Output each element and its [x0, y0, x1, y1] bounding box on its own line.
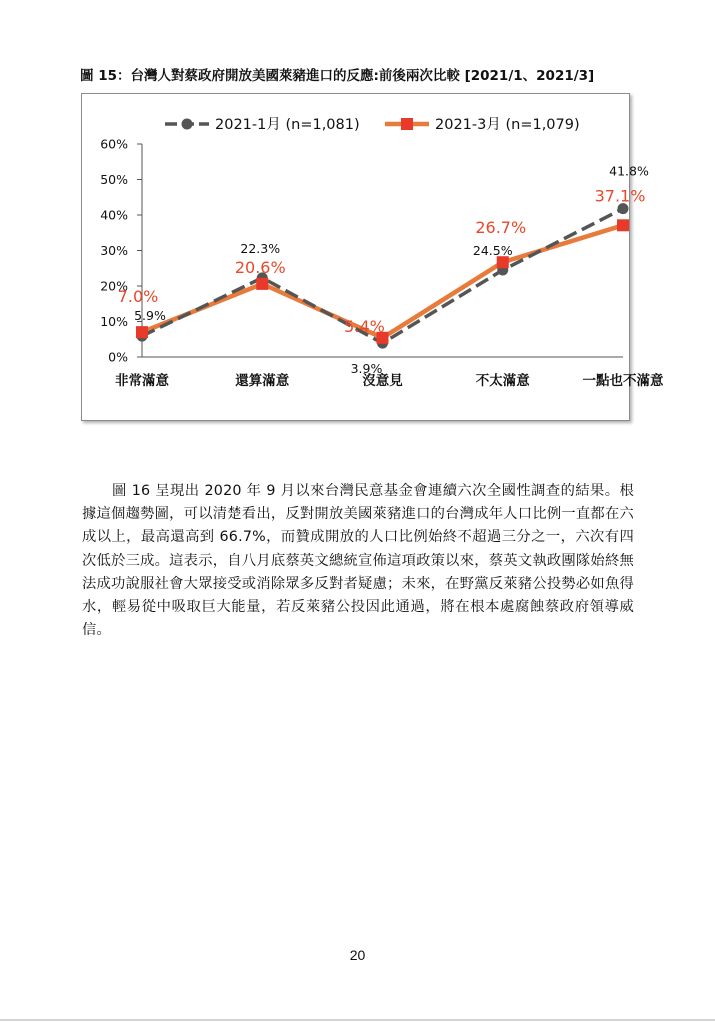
x-category-label: 非常滿意 — [115, 373, 169, 389]
data-label-2021-03: 37.1% — [594, 186, 646, 206]
y-tick-label: 10% — [100, 314, 128, 329]
page-number: 20 — [349, 947, 366, 963]
y-tick-label: 20% — [100, 278, 128, 294]
legend-label-2021-01: 2021-1月 (n=1,081) — [215, 117, 360, 133]
chart-canvas — [82, 94, 664, 420]
x-category-label: 一點也不滿意 — [582, 373, 664, 389]
data-label-2021-01: 3.9% — [350, 361, 383, 377]
series-marker-2021-03 — [136, 326, 148, 338]
data-label-2021-01: 41.8% — [609, 163, 649, 179]
y-tick-label: 50% — [100, 172, 128, 187]
data-label-2021-03: 26.7% — [475, 218, 527, 238]
legend-marker-2021-01 — [182, 119, 193, 130]
y-tick-label: 40% — [100, 207, 128, 223]
figure-caption: 圖 15：台灣人對蔡政府開放美國萊豬進口的反應:前後兩次比較 [2021/1、2021/3] — [80, 68, 595, 84]
legend-marker-2021-03 — [401, 118, 413, 130]
data-label-2021-01: 24.5% — [472, 243, 513, 259]
series-marker-2021-03 — [256, 278, 268, 290]
y-tick-label: 60% — [100, 136, 128, 152]
data-label-2021-03: 7.0% — [117, 287, 159, 307]
data-label-2021-01: 22.3% — [240, 240, 281, 256]
x-category-label: 沒意見 — [362, 373, 403, 389]
x-category-label: 還算滿意 — [235, 373, 290, 389]
x-category-label: 不太滿意 — [475, 373, 530, 389]
line-chart — [81, 93, 664, 421]
data-label-2021-01: 5.9% — [134, 308, 166, 324]
data-label-2021-03: 5.4% — [344, 316, 385, 336]
legend-label-2021-03: 2021-3月 (n=1,079) — [435, 117, 580, 133]
body-paragraph: 圖 16 呈現出 2020 年 9 月以來台灣民意基金會連續六次全國性調查的結果。根據這個趨勢圖，可以清楚看出，反對開放美國萊豬進口的台灣成年人口比例一直都在六成以上，最高還高到 66.7%，而贊成開放的人口比例始終不超過三分之一，六次有四次低於三成。這表示，自八月底蔡英文總統宣佈這項政策以來，蔡英文執政團隊始終無法成功說服社會大眾接受或消除眾多反對者疑慮；未來，在野黨反萊豬公投勢必如魚得水，輕易從中吸取巨大能量，若反萊豬公投因此通過，將在根本處腐蝕蔡政府領導威信。 — [82, 483, 634, 639]
page-bottom-rule — [0, 1019, 715, 1021]
series-marker-2021-03 — [617, 219, 629, 231]
y-tick-label: 30% — [100, 243, 128, 258]
y-tick-label: 0% — [108, 349, 128, 365]
data-label-2021-03: 20.6% — [234, 257, 286, 277]
